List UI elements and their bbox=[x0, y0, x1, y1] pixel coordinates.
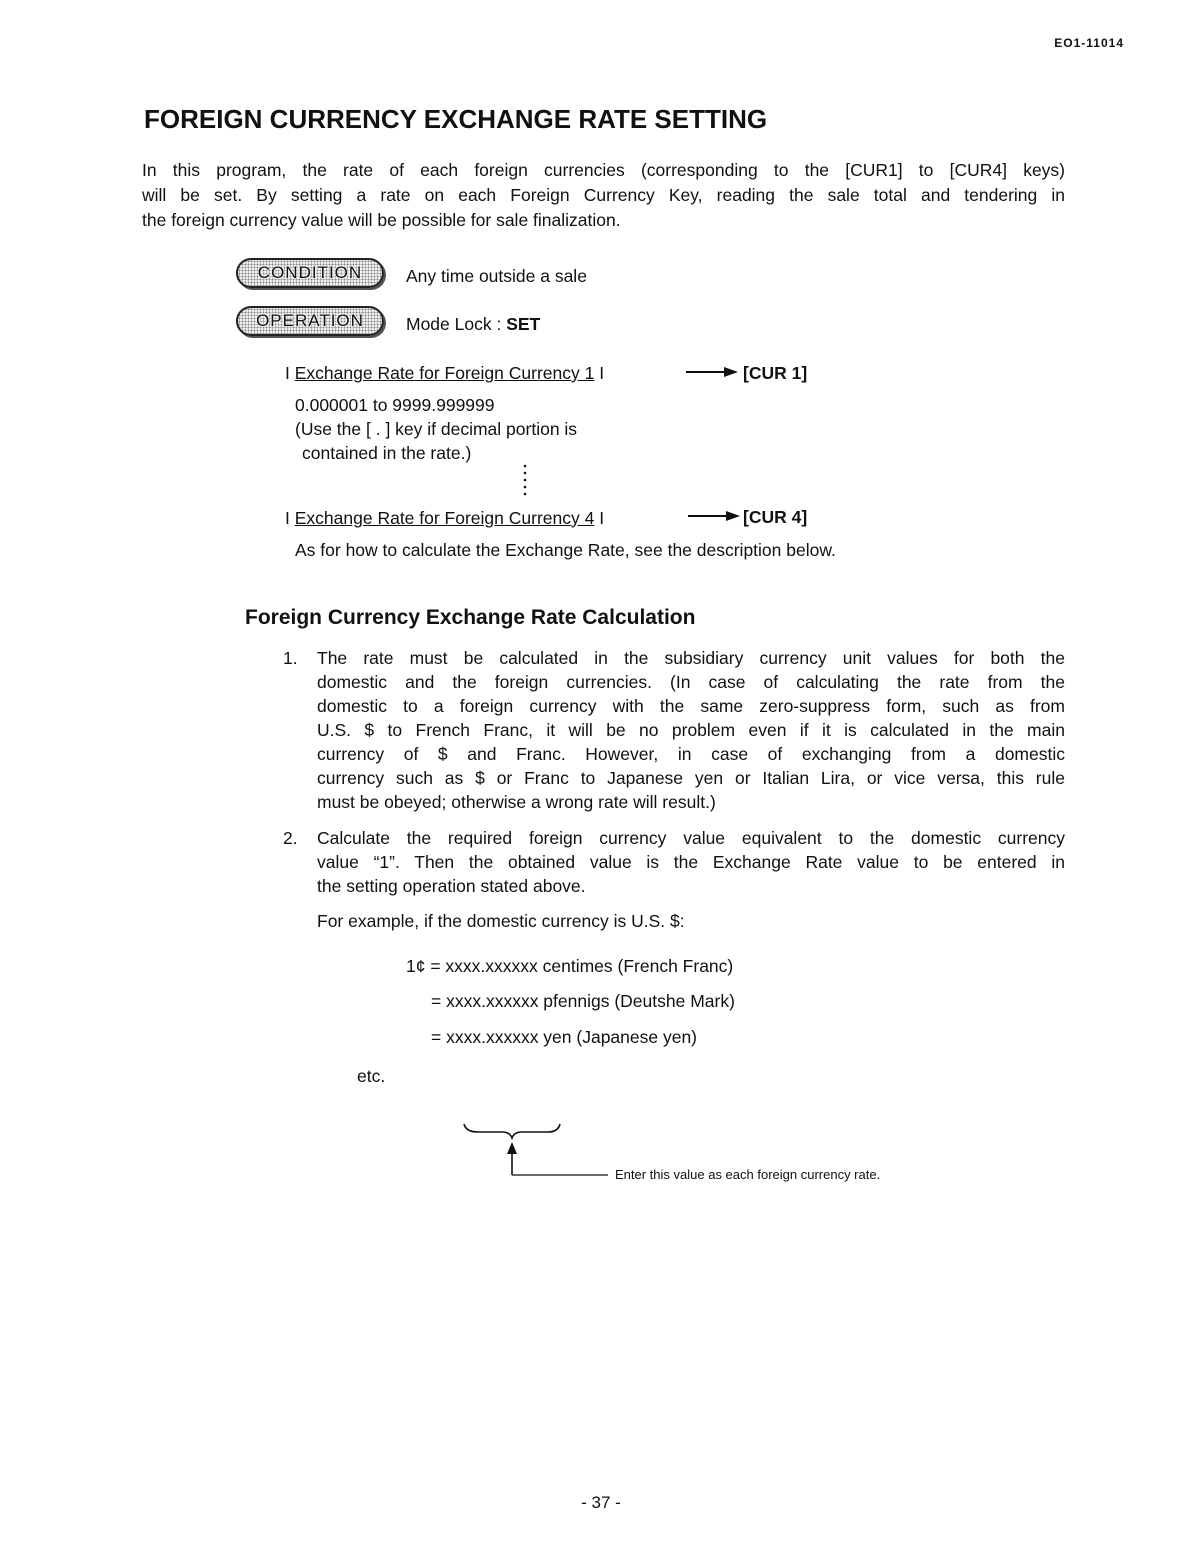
operation-label: OPERATION bbox=[256, 311, 364, 330]
vertical-ellipsis-icon bbox=[522, 463, 528, 499]
item-1-line: U.S. $ to French Franc, it will be no problem even if it is calculated in the main bbox=[317, 720, 1065, 740]
equation-deutsche-mark: = xxxx.xxxxxx pfennigs (Deutshe Mark) bbox=[431, 991, 735, 1011]
etc-text: etc. bbox=[357, 1066, 386, 1086]
operation-prefix: Mode Lock : bbox=[406, 314, 507, 334]
document-id: EO1-11014 bbox=[1054, 36, 1124, 50]
intro-line-3: the foreign currency value will be possible for sale finalization. bbox=[142, 210, 621, 230]
decimal-note-line-2: contained in the rate.) bbox=[302, 443, 472, 463]
intro-line-2: will be set. By setting a rate on each Foreign Currency Key, reading the sale total and tendering in bbox=[142, 185, 1065, 205]
item-1-line: domestic to a foreign currency with the same zero-suppress form, such as from bbox=[317, 696, 1065, 716]
example-intro: For example, if the domestic currency is U.S. $: bbox=[317, 911, 685, 931]
step-4-close-marker: I bbox=[599, 508, 605, 528]
intro-paragraph bbox=[142, 158, 1065, 233]
step-1-arrow-icon bbox=[686, 367, 738, 377]
item-1-paragraph bbox=[317, 646, 1065, 814]
operation-mode-value: SET bbox=[506, 314, 541, 334]
item-1-line: The rate must be calculated in the subsidiary currency unit values for both the bbox=[317, 648, 1065, 668]
intro-line-1: In this program, the rate of each foreign currencies (corresponding to the [CUR1] to [CUR4] keys) bbox=[142, 160, 1065, 180]
item-2-paragraph bbox=[317, 826, 1065, 898]
item-2-number: 2. bbox=[283, 828, 298, 848]
step-4-arrow-icon bbox=[688, 511, 740, 521]
page-number: - 37 - bbox=[581, 1493, 621, 1512]
item-1-line: must be obeyed; otherwise a wrong rate will result.) bbox=[317, 792, 716, 812]
condition-label: CONDITION bbox=[257, 263, 363, 282]
item-1-line: domestic and the foreign currencies. (In case of calculating the rate from the bbox=[317, 672, 1065, 692]
step-1-close-marker: I bbox=[599, 363, 605, 383]
item-2-line: Calculate the required foreign currency value equivalent to the domestic currency bbox=[317, 828, 1065, 848]
step-1-open-marker: I bbox=[285, 363, 290, 383]
step-1-row bbox=[285, 363, 604, 384]
item-1-number: 1. bbox=[283, 648, 298, 668]
condition-badge bbox=[236, 258, 384, 288]
step-4-row bbox=[285, 508, 604, 529]
operation-text bbox=[406, 314, 540, 335]
step-4-open-marker: I bbox=[285, 508, 290, 528]
item-2-line: the setting operation stated above. bbox=[317, 876, 586, 896]
decimal-note-line-1: (Use the [ . ] key if decimal portion is bbox=[295, 419, 578, 439]
calculation-heading: Foreign Currency Exchange Rate Calculation bbox=[245, 606, 696, 629]
page-title: FOREIGN CURRENCY EXCHANGE RATE SETTING bbox=[144, 104, 768, 134]
condition-text: Any time outside a sale bbox=[406, 266, 587, 286]
item-1-line: currency such as $ or Franc to Japanese yen or Italian Lira, or vice versa, this rule bbox=[317, 768, 1065, 788]
step-1-label: Exchange Rate for Foreign Currency 1 bbox=[294, 363, 595, 383]
item-1-line: currency of $ and Franc. However, in case of exchanging from a domestic bbox=[317, 744, 1065, 764]
calc-reference-note: As for how to calculate the Exchange Rate, see the description below. bbox=[295, 540, 836, 560]
annotation-text: Enter this value as each foreign currency rate. bbox=[615, 1167, 881, 1182]
item-2-line: value “1”. Then the obtained value is the Exchange Rate value to be entered in bbox=[317, 852, 1065, 872]
brace-pointer-icon bbox=[460, 1120, 610, 1180]
equation-french-franc: 1¢ = xxxx.xxxxxx centimes (French Franc) bbox=[406, 956, 734, 976]
equation-japanese-yen: = xxxx.xxxxxx yen (Japanese yen) bbox=[431, 1027, 698, 1047]
cur-1-key: [CUR 1] bbox=[743, 363, 808, 383]
cur-4-key: [CUR 4] bbox=[743, 507, 808, 527]
step-4-label: Exchange Rate for Foreign Currency 4 bbox=[294, 508, 595, 528]
rate-range: 0.000001 to 9999.999999 bbox=[295, 395, 495, 415]
operation-badge bbox=[236, 306, 384, 336]
